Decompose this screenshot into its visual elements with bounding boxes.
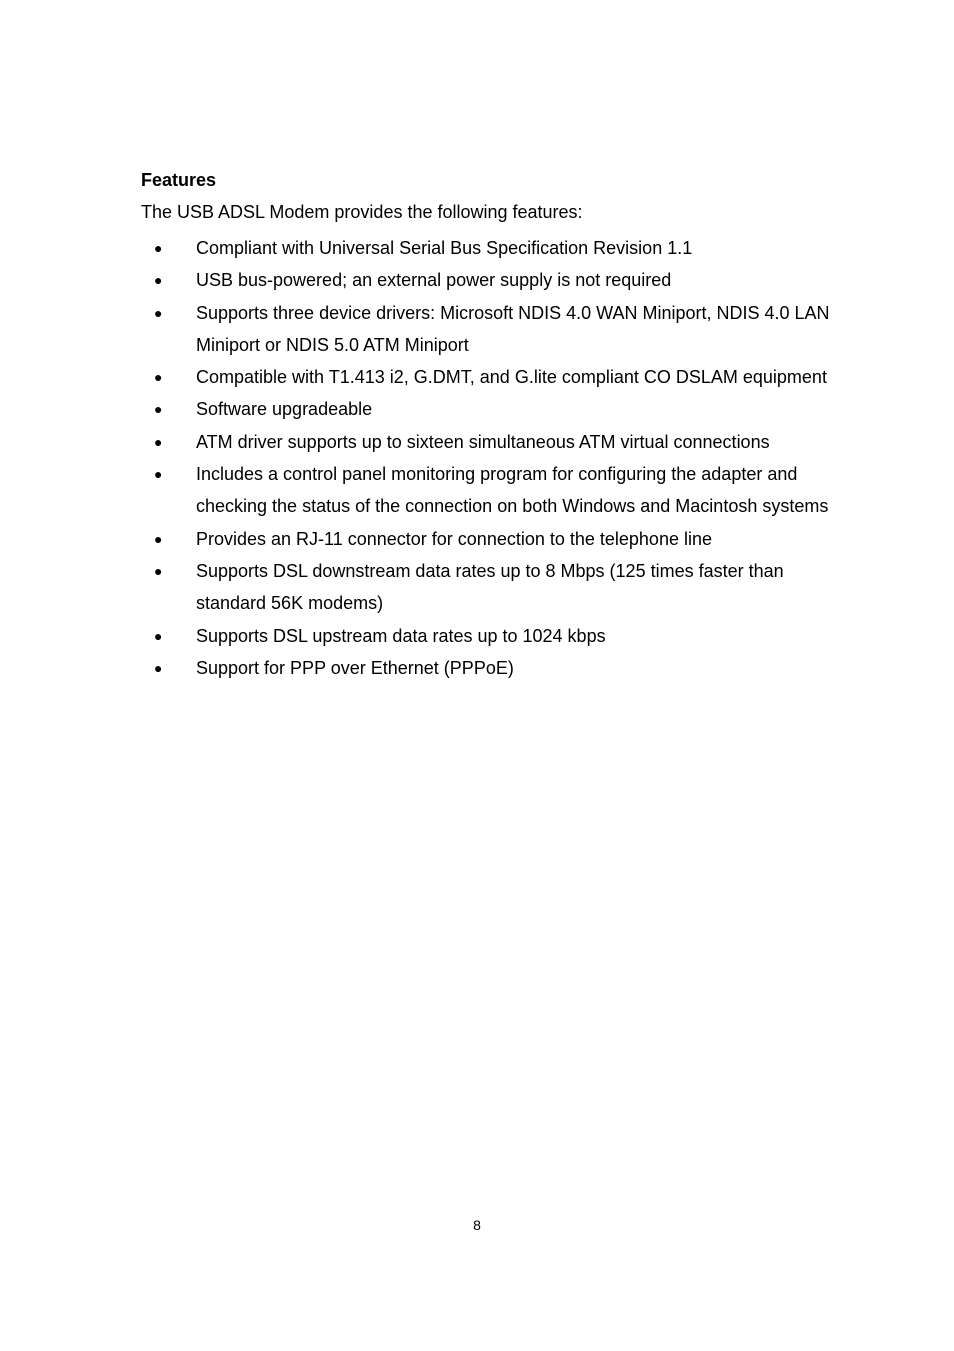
list-item [141, 264, 831, 296]
feature-text: Supports DSL downstream data rates up to 8 Mbps (125 times faster than standard 56K modems) [196, 560, 784, 614]
feature-text: USB bus-powered; an external power supply is not required [196, 270, 672, 291]
feature-text: Supports DSL upstream data rates up to 1024 kbps [196, 625, 606, 646]
page-number: 8 [473, 1217, 481, 1230]
feature-text: Provides an RJ-11 connector for connection to the telephone line [196, 528, 712, 549]
bullet-icon: ● [154, 562, 163, 579]
feature-text: Support for PPP over Ethernet (PPPoE) [196, 657, 514, 678]
list-item [141, 393, 831, 425]
bullet-icon: ● [154, 466, 163, 483]
feature-text: Compliant with Universal Serial Bus Specification Revision 1.1 [196, 238, 693, 258]
feature-text: ATM driver supports up to sixteen simultaneous ATM virtual connections [196, 431, 770, 452]
list-item [141, 523, 831, 555]
bullet-icon: ● [154, 369, 163, 386]
bullet-icon: ● [154, 240, 163, 256]
feature-text: Includes a control panel monitoring program for configuring the adapter and checking the status of the connection on both Windows and Macintosh systems [196, 464, 829, 517]
bullet-icon: ● [154, 272, 163, 289]
list-item [141, 458, 831, 523]
list-item [141, 426, 831, 458]
list-item [141, 555, 831, 620]
list-item [141, 652, 831, 684]
feature-text: Compatible with T1.413 i2, G.DMT, and G.lite compliant CO DSLAM equipment [196, 367, 827, 388]
feature-text: Supports three device drivers: Microsoft NDIS 4.0 WAN Miniport, NDIS 4.0 LAN Miniport or NDIS 5.0 ATM Miniport [196, 302, 830, 355]
bullet-icon: ● [154, 401, 163, 418]
bullet-icon: ● [154, 627, 163, 644]
section-intro: The USB ADSL Modem provides the following features: [141, 202, 583, 222]
list-item [141, 297, 831, 362]
list-item [141, 620, 831, 652]
list-item [141, 361, 831, 393]
bullet-icon: ● [154, 530, 163, 547]
feature-text: Software upgradeable [196, 399, 373, 420]
page-content [141, 168, 831, 684]
list-item [141, 232, 831, 264]
feature-list [141, 232, 831, 684]
section-heading: Features [141, 170, 217, 190]
bullet-icon: ● [154, 304, 163, 321]
bullet-icon: ● [154, 433, 163, 450]
bullet-icon: ● [154, 659, 163, 676]
